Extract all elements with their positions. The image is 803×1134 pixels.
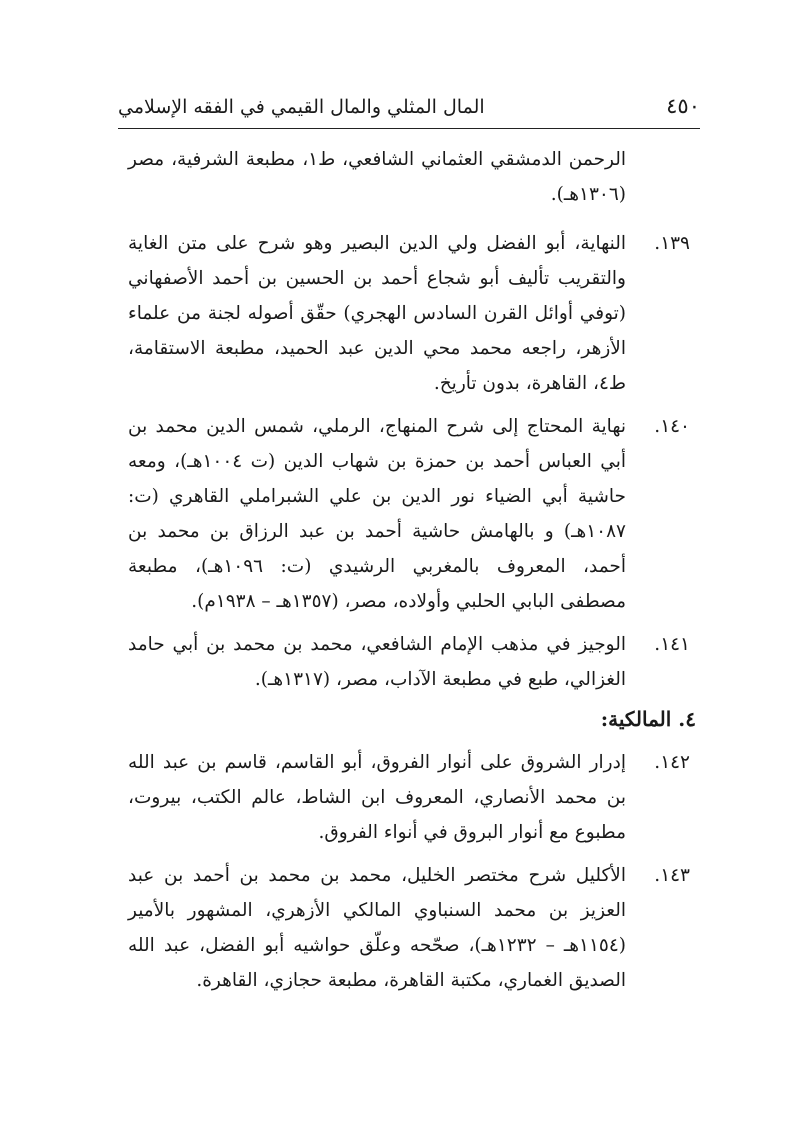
entry-number: ١٤٠. bbox=[654, 416, 690, 437]
bibliography-entry-143 bbox=[128, 858, 698, 998]
continued-entry-text: الرحمن الدمشقي العثماني الشافعي، ط١، مطبعة الشرفية، مصر (١٣٠٦هـ). bbox=[128, 149, 626, 205]
entry-text: الأكليل شرح مختصر الخليل، محمد بن محمد بن أحمد بن عبد العزيز بن محمد السنباوي المالكي الأزهري، المشهور بالأمير (١١٥٤هـ – ١٢٣٢هـ)، صحّحه وعلّق حواشيه أبو الفضل، عبد الله الصديق الغماري، مكتبة القاهرة، مطبعة حجازي، القاهرة. bbox=[128, 865, 627, 991]
header-rule bbox=[118, 128, 700, 129]
bibliography-body bbox=[128, 142, 698, 998]
entry-text: إدرار الشروق على أنوار الفروق، أبو القاسم، قاسم بن عبد الله بن محمد الأنصاري، المعروف ابن الشاط، عالم الكتب، بيروت، مطبوع مع أنوار البروق في أنواء الفروق. bbox=[128, 752, 626, 843]
page-header bbox=[118, 90, 700, 124]
page-number: ٤٥٠ bbox=[666, 94, 700, 118]
entry-number: ١٤٢. bbox=[654, 752, 690, 773]
bibliography-entry-142 bbox=[128, 745, 698, 850]
entry-number: ١٤١. bbox=[654, 634, 690, 655]
bibliography-entry-141 bbox=[128, 627, 698, 697]
entry-number: ١٣٩. bbox=[654, 233, 690, 254]
running-title: المال المثلي والمال القيمي في الفقه الإسلامي bbox=[118, 96, 485, 118]
entry-number: ١٤٣. bbox=[654, 865, 690, 886]
section-heading: ٤. المالكية: bbox=[600, 707, 696, 731]
entry-text: النهاية، أبو الفضل ولي الدين البصير وهو شرح على متن الغاية والتقريب تأليف أبو شجاع أحمد بن الحسين بن أحمد الأصفهاني (توفي أوائل القرن السادس الهجري) حقّق أصوله لجنة من علماء الأزهر، راجعه محمد محي الدين عبد الحميد، مطبعة الاستقامة، ط٤، القاهرة، بدون تأريخ. bbox=[128, 233, 626, 394]
entry-text: نهاية المحتاج إلى شرح المنهاج، الرملي، شمس الدين محمد بن أبي العباس أحمد بن حمزة بن شهاب الدين (ت ١٠٠٤هـ)، ومعه حاشية أبي الضياء نور الدين بن علي الشبراملي القاهري (ت: ١٠٨٧هـ) و بالهامش حاشية أحمد بن عبد الرزاق بن محمد بن أحمد، المعروف بالمغربي الرشيدي (ت: ١٠٩٦هـ)، مطبعة مصطفى البابي الحلبي وأولاده، مصر، (١٣٥٧هـ – ١٩٣٨م). bbox=[128, 416, 626, 612]
bibliography-entry-140 bbox=[128, 409, 698, 619]
entry-text: الوجيز في مذهب الإمام الشافعي، محمد بن محمد بن أبي حامد الغزالي، طبع في مطبعة الآداب، مصر، (١٣١٧هـ). bbox=[128, 634, 626, 690]
bibliography-entry-139 bbox=[128, 226, 698, 401]
